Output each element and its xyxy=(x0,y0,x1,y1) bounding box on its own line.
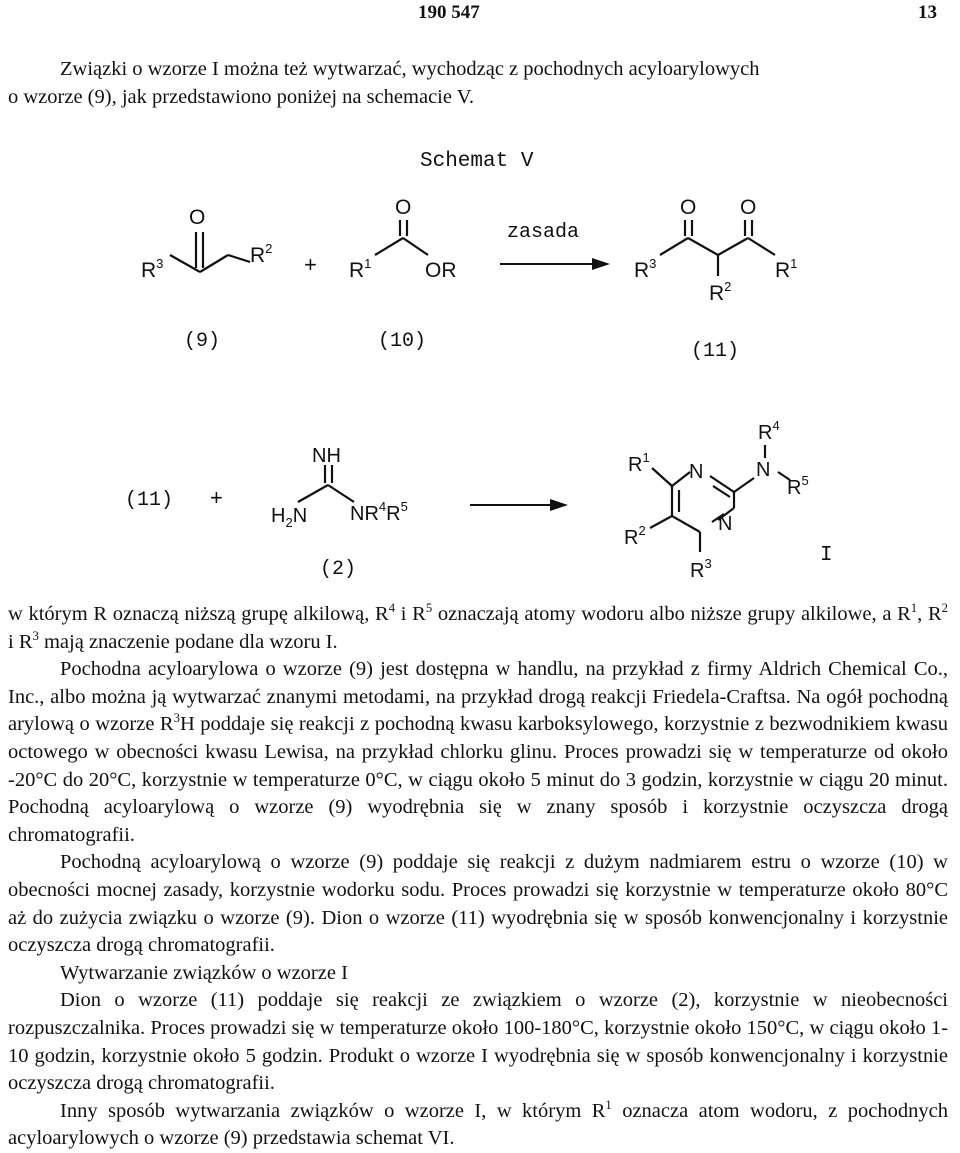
compound-11 xyxy=(660,220,775,276)
atom-o: O xyxy=(189,206,206,229)
page-number: 190 547 xyxy=(418,2,480,23)
paragraph-acylaryl: Pochodna acyloarylowa o wzorze (9) jest dostępna w handlu, na przykład z firmy Aldrich Chemical Co., Inc., albo można ją wytwarzać znanymi metodami, na przykład drogą reakcji Friedela-Craftsa. Na ogół pochodną arylową o wzorze $R^3H$ poddaje się reakcji z pochodną kwasu karboksylowego, korzystnie z bezwodnikiem kwasu octowego w obecności kwasu Lewisa, na przykład chlorku glinu. Proces prowadzi się w temperaturze od około -20°C do 20°C, korzystnie w temperaturze 0°C, w ciągu około 5 minut do 3 godzin, korzystnie w ciągu 20 minut. Pochodną acyloarylową o wzorze (9) wyodrębnia się w znany sposób i korzystnie oczyszcza drogą chromatografii. xyxy=(8,658,948,846)
paragraph-definitions: w którym R oznaczą niższą grupę alkilową, $R^4$ i $R^5$ oznaczają atomy wodoru albo niższe grupy alkilowe, a $R^1$, $R^2$ i $R^3$ mają znaczenie podane dla wzoru I. xyxy=(8,601,948,653)
compound-10 xyxy=(375,220,428,255)
atom-n: N xyxy=(718,513,733,535)
atom-r3: $R^3$ xyxy=(690,556,712,582)
label-11-reactant: (11) xyxy=(125,489,174,512)
label-11: (11) xyxy=(691,340,740,363)
atom-r2: $R^2$ xyxy=(709,279,732,305)
reaction-arrow xyxy=(500,258,610,270)
compound-9 xyxy=(170,232,250,272)
atom-r3: $R^3$ xyxy=(141,256,164,282)
reaction-arrow xyxy=(470,499,568,511)
intro-line-1: Związki o wzorze I można też wytwarzać, wychodząc z pochodnych acyloarylowych xyxy=(60,58,760,80)
atom-h2n: $H_2N$ xyxy=(271,505,308,530)
atom-r2: $R^2$ xyxy=(624,523,646,549)
atom-r4: $R^4$ xyxy=(758,418,780,444)
paragraph-dione: Pochodną acyloarylową o wzorze (9) poddaje się reakcji z dużym nadmiarem estru o wzorze (10) w obecności mocnej zasady, korzystnie wodorku sodu. Proces prowadzi się korzystnie w temperaturze około 80°C aż do zużycia związku o wzorze (9). Dion o wzorze (11) wyodrębnia się w sposób konwencjonalny i korzystnie oczyszcza drogą chromatografii. xyxy=(8,851,948,957)
page-index: 13 xyxy=(918,2,937,23)
atom-r1: $R^1$ xyxy=(628,450,650,476)
section-heading: Wytwarzanie związków o wzorze I xyxy=(60,961,348,984)
atom-r5: $R^5$ xyxy=(787,473,809,499)
label-2: (2) xyxy=(320,558,357,581)
atom-o: O xyxy=(740,196,757,219)
paragraph-process: Dion o wzorze (11) poddaje się reakcji ze związkiem o wzorze (2), korzystnie w nieobecności rozpuszczalnika. Proces prowadzi się w temperaturze około 100-180°C, korzystnie około 150°C, w ciągu około 1-10 godzin, korzystnie około 5 godzin. Produkt o wzorze I wyodrębnia się w sposób konwencjonalny i korzystnie oczyszcza drogą chromatografii. xyxy=(8,989,948,1095)
plus-sign: + xyxy=(210,485,223,510)
atom-nh: NH xyxy=(312,445,341,467)
label-9: (9) xyxy=(184,330,221,353)
compound-2 xyxy=(298,465,354,502)
atom-r2: $R^2$ xyxy=(250,241,273,267)
scheme-title: Schemat V xyxy=(420,150,534,173)
paragraph-alternative: Inny sposób wytwarzania związków o wzorze I, w którym $R^1$ oznacza atom wodoru, z pochodnych acyloarylowych o wzorze (9) przedstawia schemat VI. xyxy=(8,1097,948,1150)
body-text xyxy=(8,601,948,1153)
atom-n: N xyxy=(689,461,704,483)
atom-nr4r5: $NR^4R^5$ xyxy=(350,499,408,525)
intro-line-2: o wzorze (9), jak przedstawiono poniżej na schemacie V. xyxy=(8,85,475,108)
atom-r3: $R^3$ xyxy=(634,256,657,282)
reaction-scheme xyxy=(0,100,960,600)
label-i: I xyxy=(820,544,833,567)
label-10: (10) xyxy=(378,330,427,353)
atom-o: O xyxy=(395,196,412,219)
reagent-label: zasada xyxy=(507,221,580,244)
atom-n: N xyxy=(756,459,771,481)
atom-o: O xyxy=(680,196,697,219)
atom-r1: $R^1$ xyxy=(349,256,372,282)
atom-r1: $R^1$ xyxy=(775,256,798,282)
atom-or: OR xyxy=(425,259,457,282)
plus-sign: + xyxy=(304,252,317,277)
